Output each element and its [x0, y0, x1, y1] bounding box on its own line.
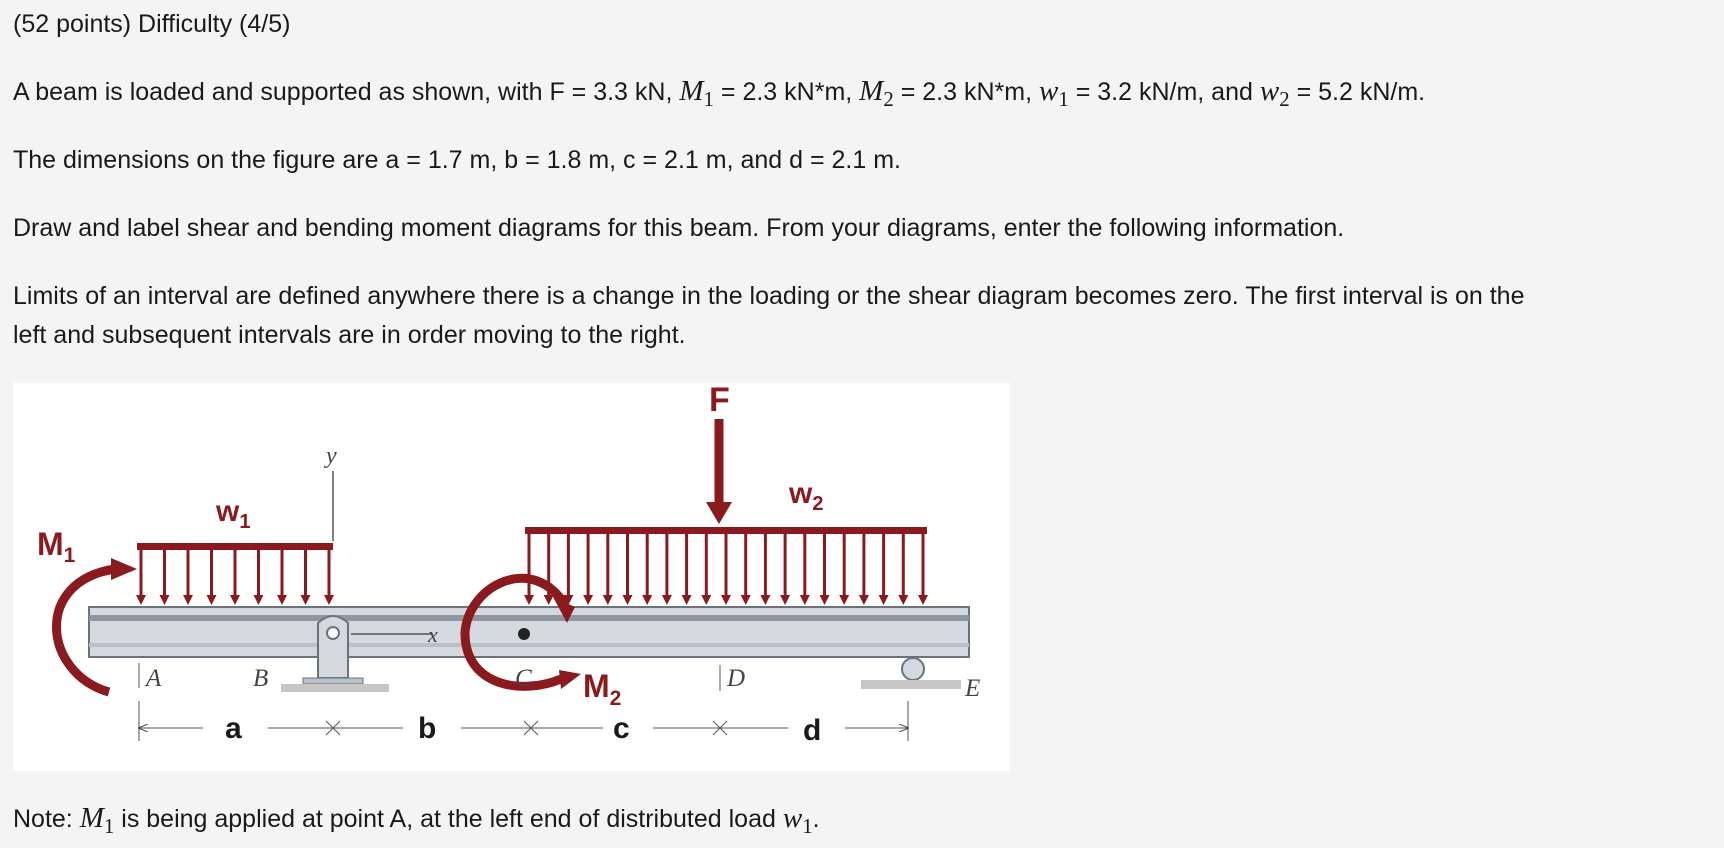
w1-load-arrowhead: [324, 595, 334, 605]
w1-load-arrowhead: [254, 595, 264, 605]
w1-load-arrowhead: [183, 595, 193, 605]
w2-load-arrowhead: [800, 595, 810, 605]
text-segment: Note:: [13, 805, 80, 833]
w1-load-arrowhead: [136, 595, 146, 605]
w2-label: $w_2$: [789, 477, 824, 515]
text-segment: A beam is loaded and supported as shown, with F = 3.3 kN,: [13, 78, 680, 106]
w2-load-arrowhead: [524, 595, 534, 605]
math-w2: $w_2$: [1259, 75, 1290, 111]
beam-figure: [13, 383, 1010, 771]
w1-load-arrowhead: [301, 595, 311, 605]
w1-load-arrowhead: [207, 595, 217, 605]
text-segment: = 2.3 kN*m,: [713, 78, 860, 106]
w1-label: $w_1$: [216, 495, 251, 533]
math-m1: $M_1$: [79, 802, 115, 838]
problem-interval-definition-line2: left and subsequent intervals are in order moving to the right.: [13, 321, 686, 349]
math-m1: $M_1$: [679, 75, 714, 111]
w2-load-arrowhead: [820, 595, 830, 605]
w2-load-arrowhead: [721, 595, 731, 605]
w2-load-arrowhead: [642, 595, 652, 605]
w2-load-arrowhead: [741, 595, 751, 605]
moment-m1-label: $M_1$: [37, 526, 76, 567]
math-w1: $w_1$: [782, 802, 813, 838]
point-e-label: E: [965, 675, 981, 702]
distributed-load-w1: [136, 543, 334, 605]
math-w1: $w_1$: [1038, 75, 1069, 111]
problem-dimensions: The dimensions on the figure are a = 1.7 m, b = 1.8 m, c = 2.1 m, and d = 2.1 m.: [13, 146, 901, 174]
w2-load-arrowhead: [603, 595, 613, 605]
w2-load-arrowhead: [780, 595, 790, 605]
w2-load-arrowhead: [662, 595, 672, 605]
difficulty-header: (52 points) Difficulty (4/5): [13, 10, 291, 38]
w2-load-arrowhead: [760, 595, 770, 605]
w2-load-arrowhead: [918, 595, 928, 605]
text-segment: = 2.3 kN*m,: [893, 78, 1039, 106]
moment-m1-arrowhead: [111, 558, 137, 580]
dim-b-label: b: [418, 712, 437, 745]
w2-load-arrowhead: [583, 595, 593, 605]
dimension-line: [139, 701, 908, 741]
w2-load-arrowhead: [623, 595, 633, 605]
w1-load-arrowhead: [230, 595, 240, 605]
roller-support-e: [861, 658, 961, 689]
point-a-label: A: [146, 665, 162, 692]
text-segment: = 5.2 kN/m.: [1289, 78, 1426, 106]
w2-load-arrowhead: [701, 595, 711, 605]
dim-a-label: a: [225, 712, 242, 745]
text-segment: .: [812, 805, 820, 833]
math-m2: $M_2$: [859, 75, 894, 111]
w2-load-arrowhead: [898, 595, 908, 605]
text-segment: is being applied at point A, at the left end of distributed load: [114, 805, 783, 833]
w1-load-arrowhead: [277, 595, 287, 605]
problem-instructions: Draw and label shear and bending moment diagrams for this beam. From your diagrams, enter the following information.: [13, 214, 1345, 242]
w2-load-arrowhead: [839, 595, 849, 605]
point-d-label: D: [727, 665, 746, 692]
force-f-arrow: [706, 419, 732, 524]
point-c-dot: [518, 628, 530, 640]
w1-load-arrowhead: [160, 595, 170, 605]
dim-d-label: d: [803, 714, 822, 747]
w2-load-arrowhead: [682, 595, 692, 605]
w2-load-arrowhead: [544, 595, 554, 605]
problem-interval-definition-line1: Limits of an interval are defined anywhere there is a change in the loading or the shear diagram becomes zero. The first interval is on the: [13, 282, 1525, 310]
w2-load-arrowhead: [879, 595, 889, 605]
text-segment: = 3.2 kN/m, and: [1068, 78, 1260, 106]
point-c-label: C: [515, 665, 532, 692]
point-b-label: B: [253, 665, 269, 692]
x-axis-label: x: [428, 622, 438, 647]
moment-m2-arrowhead-bottom: [559, 670, 581, 689]
w2-load-arrowhead: [859, 595, 869, 605]
problem-given-values: [13, 73, 1425, 111]
distributed-load-w2: [524, 527, 928, 605]
note-line: [13, 800, 820, 838]
y-axis-label: y: [326, 443, 337, 469]
force-f-label: F: [709, 383, 730, 419]
dim-c-label: c: [613, 712, 630, 745]
moment-m2-label: $M_2$: [583, 668, 622, 710]
